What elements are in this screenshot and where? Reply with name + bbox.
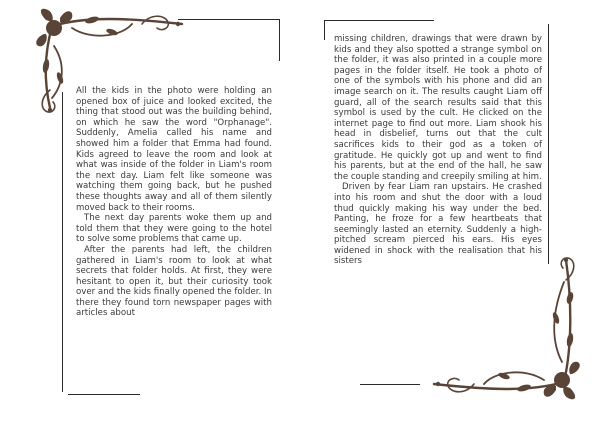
right-page-bottom-rule [360,384,420,385]
bottom-right-ornament [424,252,584,402]
floral-flourish-icon [424,252,584,402]
paragraph: Driven by fear Liam ran upstairs. He crashed into his room and shut the door with a loud thud quickly making his way under the bed. Panting, he froze for a few heartbeats that seemingly lasted an eternity. Suddenly a high-pitched scream pierced his ears. His eyes widened in shock with the realisation that his sisters [334,182,542,267]
right-page-text-column [334,34,542,267]
paragraph: After the parents had left, the children gathered in Liam's room to look at what secrets that folder holds. At first, they were hesitant to open it, but their curiosity took over and the kids finally opened the folder. In there they found torn newspaper pages with articles about [76,244,272,319]
right-page-top-rule [324,20,434,21]
right-page [300,0,600,424]
left-page-left-rule [62,92,63,392]
left-page-right-rule [279,19,280,61]
paragraph: The next day parents woke them up and told them that they were going to the hotel to solve some problems that came up. [76,213,272,245]
paragraph: All the kids in the photo were holding an opened box of juice and looked excited, the thing that stood out was the building behind, on which he saw the word "Orphanage". Suddenly, Amelia called his name and showed him a folder that Emma had found. Kids agreed to leave the room and look at what was inside of the folder in Liam's room the next day. Liam felt like someone was watching them going back, but he pushed these thoughts away and all of them silently moved back to their rooms. [76,86,272,213]
left-page-bottom-rule [68,394,140,395]
right-page-left-rule [324,20,325,40]
right-page-right-rule [548,24,549,264]
paragraph: missing children, drawings that were drawn by kids and they also spotted a strange symbol on the folder, it was also printed in a couple more pages in the folder itself. He took a photo of one of the symbols with his phone and did an image search on it. The results caught Liam off guard, all of the search results said that this symbol is used by the cult. He clicked on the internet page to find out more. Liam shook his head in disbelief, turns out that the cult sacrifices kids to their god as a token of gratitude. He quickly got up and went to find his parents, but at the end of the hall, he saw the couple standing and creepily smiling at him. [334,34,542,182]
left-page-text-column [76,86,272,319]
left-page-top-rule [178,19,280,20]
